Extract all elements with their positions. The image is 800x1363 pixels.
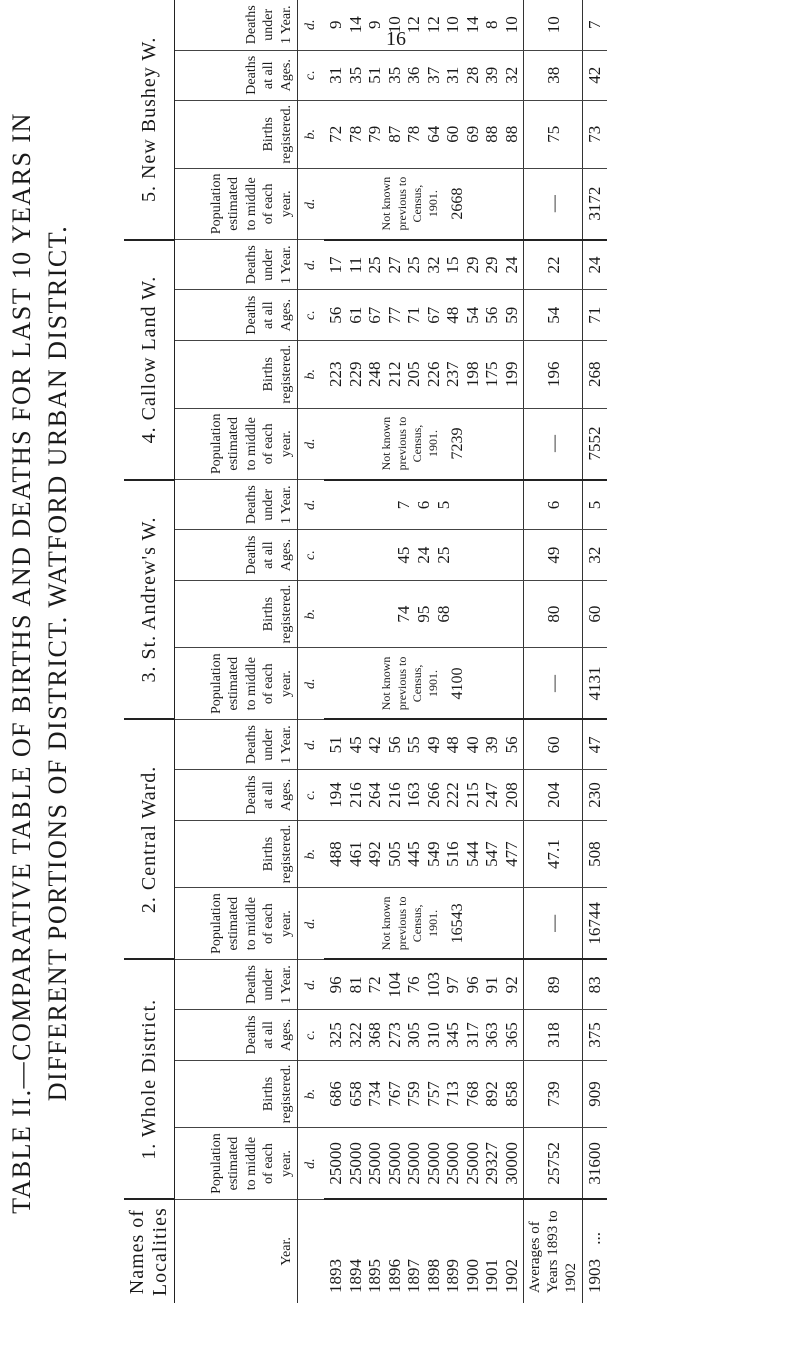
col-births: Births registered. (175, 340, 298, 408)
table-cell: 88 (482, 125, 502, 143)
averages-row (524, 0, 583, 1303)
central-births-list (324, 820, 524, 888)
table-cell: 45 (394, 546, 414, 564)
unit: d. (298, 719, 325, 769)
avg-value: 6 (524, 480, 583, 530)
avg-value: 22 (524, 240, 583, 290)
table-cell: 322 (345, 1022, 365, 1048)
table-cell: 215 (462, 782, 482, 808)
unit: c. (298, 50, 325, 100)
table-cell: 273 (384, 1022, 404, 1048)
table-cell: 25000 (404, 1142, 424, 1185)
table-cell: 25000 (365, 1142, 385, 1185)
avg-value: 196 (524, 340, 583, 408)
table-cell: 365 (501, 1022, 521, 1048)
table-cell: 88 (501, 125, 521, 143)
table-cell: 48 (443, 306, 463, 324)
table-cell: 81 (345, 976, 365, 994)
table-cell: 92 (501, 976, 521, 994)
col-population: Population estimated to middle of each year. (175, 168, 298, 239)
table-cell: 1893 (326, 1259, 345, 1293)
value-1903: 73 (583, 100, 607, 168)
page-number: 16 (386, 28, 406, 50)
table-cell: 1897 (404, 1259, 424, 1293)
whole-population-list (324, 1128, 524, 1199)
table-cell: 51 (365, 66, 385, 84)
table-cell: 29 (462, 256, 482, 274)
table-cell: 194 (326, 782, 345, 808)
central-deaths-all-list (324, 770, 524, 820)
table-cell: 17 (326, 256, 345, 274)
col-births: Births registered. (175, 580, 298, 648)
table-cell: 29327 (482, 1142, 502, 1185)
standrews-deaths-all-list (324, 530, 524, 580)
col-deaths-under1: Deaths under 1 Year. (175, 959, 298, 1009)
avg-value: 80 (524, 580, 583, 648)
table-cell: 14 (345, 16, 365, 34)
table-cell: 56 (482, 306, 502, 324)
value-1903: 7 (583, 0, 607, 50)
table-cell: 445 (404, 841, 424, 867)
whole-deaths-under1-list (324, 959, 524, 1009)
avg-value: 60 (524, 719, 583, 769)
table-cell: 768 (462, 1081, 482, 1107)
table-cell: 1902 (501, 1259, 521, 1293)
table-cell: 757 (423, 1081, 443, 1107)
table-cell: 51 (326, 736, 345, 754)
table-cell: 222 (443, 782, 463, 808)
table-cell: 27 (384, 256, 404, 274)
avg-value: 38 (524, 50, 583, 100)
bushey-deaths-all-list (324, 50, 524, 100)
group-whole: 1. Whole District. (124, 959, 175, 1199)
table-cell: 28 (462, 66, 482, 84)
col-deaths-all: Deaths at all Ages. (175, 1010, 298, 1060)
group-central: 2. Central Ward. (124, 719, 175, 959)
table-cell: 56 (326, 306, 345, 324)
group-callow: 4. Callow Land W. (124, 240, 175, 480)
unit: d. (298, 480, 325, 530)
population-value: 2668 (448, 187, 466, 220)
table-cell: 208 (501, 782, 521, 808)
table-cell: 892 (482, 1081, 502, 1107)
population-value: 16543 (448, 903, 466, 944)
year-1903 (583, 1199, 607, 1303)
table-cell: 71 (404, 306, 424, 324)
unit: c. (298, 1010, 325, 1060)
table-cell: 1895 (365, 1259, 385, 1293)
unit: d. (298, 168, 325, 239)
table-cell: 488 (326, 841, 345, 867)
table-cell: 216 (345, 782, 365, 808)
table-cell: 12 (404, 16, 424, 34)
unit: d. (298, 1128, 325, 1199)
col-deaths-under1: Deaths under 1 Year. (175, 0, 298, 50)
avg-value: — (524, 888, 583, 959)
value-1903: 5 (583, 480, 607, 530)
table-cell: 163 (404, 782, 424, 808)
table-cell: 55 (404, 736, 424, 754)
value-1903: 60 (583, 580, 607, 648)
col-population: Population estimated to middle of each year. (175, 648, 298, 719)
standrews-births-list (324, 580, 524, 648)
year-1903-label: 1903 (585, 1259, 605, 1293)
table-cell: 25 (404, 256, 424, 274)
table-cell: 59 (501, 306, 521, 324)
table-cell: 713 (443, 1081, 463, 1107)
table-cell: 10 (384, 16, 404, 34)
title-line-2: DIFFERENT PORTIONS OF DISTRICT. WATFORD URBAN DISTRICT. (43, 224, 73, 1102)
callow-deaths-all-list (324, 290, 524, 340)
table-cell: 56 (501, 736, 521, 754)
value-1903: 7552 (583, 408, 607, 479)
value-1903: 375 (583, 1010, 607, 1060)
population-not-known-note: Not known previous to Census, 1901. (379, 176, 440, 231)
central-population-note (324, 888, 524, 959)
table-cell: 1896 (384, 1259, 404, 1293)
table-cell: 49 (423, 736, 443, 754)
table-cell: 61 (345, 306, 365, 324)
avg-value: — (524, 648, 583, 719)
callow-population-note (324, 408, 524, 479)
table-cell: 40 (462, 736, 482, 754)
value-1903: 24 (583, 240, 607, 290)
table-cell: 68 (433, 605, 453, 623)
value-1903: 42 (583, 50, 607, 100)
table-cell: 9 (326, 20, 345, 30)
table-cell: 477 (501, 841, 521, 867)
unit: b. (298, 1060, 325, 1128)
bushey-deaths-under1-list (324, 0, 524, 50)
table-cell: 247 (482, 782, 502, 808)
table-cell: 1894 (345, 1259, 365, 1293)
table-cell: 25 (365, 256, 385, 274)
table-cell: 42 (365, 736, 385, 754)
year-list (324, 1199, 524, 1303)
table-cell: 78 (345, 125, 365, 143)
col-births: Births registered. (175, 100, 298, 168)
unit: d. (298, 0, 325, 50)
table-cell: 6 (413, 500, 433, 510)
table-cell: 87 (384, 125, 404, 143)
table-cell: 492 (365, 841, 385, 867)
table-cell: 8 (482, 20, 502, 30)
table-cell: 103 (423, 972, 443, 998)
table-cell: 1898 (423, 1259, 443, 1293)
bushey-population-note (324, 168, 524, 239)
whole-births-list (324, 1060, 524, 1128)
col-deaths-under1: Deaths under 1 Year. (175, 719, 298, 769)
table-cell: 547 (482, 841, 502, 867)
avg-value: 54 (524, 290, 583, 340)
table-cell: 30000 (501, 1142, 521, 1185)
table-cell: 216 (384, 782, 404, 808)
value-1903: 31600 (583, 1128, 607, 1199)
col-deaths-under1: Deaths under 1 Year. (175, 480, 298, 530)
value-1903: 4131 (583, 648, 607, 719)
table-cell: 10 (501, 16, 521, 34)
table-cell: 56 (384, 736, 404, 754)
col-births: Births registered. (175, 1060, 298, 1128)
table-cell: 25 (433, 546, 453, 564)
population-value: 7239 (448, 427, 466, 460)
table-cell: 32 (501, 66, 521, 84)
value-1903: 32 (583, 530, 607, 580)
table-cell: 35 (384, 66, 404, 84)
table-cell: 37 (423, 66, 443, 84)
table-cell: 29 (482, 256, 502, 274)
population-not-known-note: Not known previous to Census, 1901. (379, 896, 440, 951)
table-cell: 5 (433, 500, 453, 510)
avg-value: 739 (524, 1060, 583, 1128)
table-cell: 60 (443, 125, 463, 143)
title-line-1: TABLE II.—COMPARATIVE TABLE OF BIRTHS AND DEATHS FOR LAST 10 YEARS IN (7, 112, 36, 1214)
avg-value: 204 (524, 770, 583, 820)
table-cell: 48 (443, 736, 463, 754)
col-deaths-all: Deaths at all Ages. (175, 50, 298, 100)
table-cell: 25000 (423, 1142, 443, 1185)
table-cell: 79 (365, 125, 385, 143)
names-header: Names of Localities (124, 1199, 175, 1303)
avg-value: 49 (524, 530, 583, 580)
table-cell: 15 (443, 256, 463, 274)
table-cell: 305 (404, 1022, 424, 1048)
table-cell: 67 (423, 306, 443, 324)
table-cell: 325 (326, 1022, 345, 1048)
group-bushey: 5. New Bushey W. (124, 0, 175, 240)
table-cell: 686 (326, 1081, 345, 1107)
table-cell: 31 (326, 66, 345, 84)
table-cell: 226 (423, 361, 443, 387)
table-cell: 45 (345, 736, 365, 754)
table-cell: 95 (413, 605, 433, 623)
value-1903: 3172 (583, 168, 607, 239)
table-cell: 64 (423, 125, 443, 143)
table-cell: 69 (462, 125, 482, 143)
table-cell: 1900 (462, 1259, 482, 1293)
table-cell: 25000 (443, 1142, 463, 1185)
table-cell: 39 (482, 736, 502, 754)
table-cell: 198 (462, 361, 482, 387)
value-1903: 83 (583, 959, 607, 1009)
table-cell: 549 (423, 841, 443, 867)
table-cell: 54 (462, 306, 482, 324)
table-cell: 1899 (443, 1259, 463, 1293)
table-cell: 310 (423, 1022, 443, 1048)
avg-value: — (524, 168, 583, 239)
bushey-births-list (324, 100, 524, 168)
table-cell: 266 (423, 782, 443, 808)
central-deaths-under1-list (324, 719, 524, 769)
avg-value: 318 (524, 1010, 583, 1060)
avg-value: 89 (524, 959, 583, 1009)
unit: d. (298, 648, 325, 719)
table-cell: 14 (462, 16, 482, 34)
unit: c. (298, 530, 325, 580)
table-cell: 544 (462, 841, 482, 867)
table-cell: 24 (413, 546, 433, 564)
table-cell: 368 (365, 1022, 385, 1048)
table-cell: 12 (423, 16, 443, 34)
value-1903: 16744 (583, 888, 607, 959)
table-cell: 345 (443, 1022, 463, 1048)
table-cell: 67 (365, 306, 385, 324)
table-cell: 96 (326, 976, 345, 994)
table-cell: 39 (482, 66, 502, 84)
table-cell: 363 (482, 1022, 502, 1048)
table-cell: 32 (423, 256, 443, 274)
whole-deaths-all-list (324, 1010, 524, 1060)
births-deaths-table (124, 0, 607, 1303)
unit: d. (298, 408, 325, 479)
table-cell: 223 (326, 361, 345, 387)
population-not-known-note: Not known previous to Census, 1901. (379, 416, 440, 471)
avg-value: 25752 (524, 1128, 583, 1199)
table-cell: 237 (443, 361, 463, 387)
col-deaths-all: Deaths at all Ages. (175, 770, 298, 820)
table-cell: 72 (365, 976, 385, 994)
table-cell: 74 (394, 605, 414, 623)
table-title (4, 33, 77, 1293)
unit: d. (298, 959, 325, 1009)
table-cell: 25000 (345, 1142, 365, 1185)
table-cell: 25000 (326, 1142, 345, 1185)
table-cell: 264 (365, 782, 385, 808)
value-1903: 71 (583, 290, 607, 340)
value-1903: 47 (583, 719, 607, 769)
avg-value: 75 (524, 100, 583, 168)
table-cell: 10 (443, 16, 463, 34)
table-cell: 24 (501, 256, 521, 274)
col-deaths-all: Deaths at all Ages. (175, 290, 298, 340)
callow-deaths-under1-list (324, 240, 524, 290)
year-header: Year. (175, 1199, 298, 1303)
table-cell: 734 (365, 1081, 385, 1107)
table-cell: 229 (345, 361, 365, 387)
unit: b. (298, 100, 325, 168)
population-not-known-note: Not known previous to Census, 1901. (379, 656, 440, 711)
avg-value: 47.1 (524, 820, 583, 888)
table-cell: 1901 (482, 1259, 502, 1293)
table-cell: 759 (404, 1081, 424, 1107)
table-cell: 658 (345, 1081, 365, 1107)
unit: c. (298, 290, 325, 340)
table-cell: 9 (365, 20, 385, 30)
callow-births-list (324, 340, 524, 408)
table-cell: 505 (384, 841, 404, 867)
col-births: Births registered. (175, 820, 298, 888)
table-cell: 767 (384, 1081, 404, 1107)
unit: b. (298, 820, 325, 888)
years-block (324, 0, 524, 1303)
group-standrews: 3. St. Andrew's W. (124, 480, 175, 720)
table-cell: 205 (404, 361, 424, 387)
col-population: Population estimated to middle of each year. (175, 888, 298, 959)
averages-label: Averages of Years 1893 to 1902 (524, 1199, 583, 1303)
value-1903: 230 (583, 770, 607, 820)
table-cell: 77 (384, 306, 404, 324)
table-cell: 858 (501, 1081, 521, 1107)
table-cell: 104 (384, 972, 404, 998)
table-cell: 461 (345, 841, 365, 867)
population-value: 4100 (448, 667, 466, 700)
table-cell: 7 (394, 500, 414, 510)
table-cell: 212 (384, 361, 404, 387)
table-cell: 76 (404, 976, 424, 994)
table-cell: 248 (365, 361, 385, 387)
col-deaths-under1: Deaths under 1 Year. (175, 240, 298, 290)
col-population: Population estimated to middle of each year. (175, 1128, 298, 1199)
row-1903 (583, 0, 607, 1303)
table-cell: 175 (482, 361, 502, 387)
table-cell: 199 (501, 361, 521, 387)
standrews-population-note (324, 648, 524, 719)
col-deaths-all: Deaths at all Ages. (175, 530, 298, 580)
table-cell: 97 (443, 976, 463, 994)
table-cell: 78 (404, 125, 424, 143)
unit: b. (298, 340, 325, 408)
unit: d. (298, 888, 325, 959)
table-cell: 25000 (384, 1142, 404, 1185)
table-cell: 516 (443, 841, 463, 867)
unit: c. (298, 770, 325, 820)
avg-value: — (524, 408, 583, 479)
value-1903: 508 (583, 820, 607, 888)
avg-value: 10 (524, 0, 583, 50)
table-cell: 317 (462, 1022, 482, 1048)
table-cell: 25000 (462, 1142, 482, 1185)
value-1903: 909 (583, 1060, 607, 1128)
table-cell: 72 (326, 125, 345, 143)
table-cell: 11 (345, 256, 365, 274)
table-cell: 35 (345, 66, 365, 84)
leader-dots: ... (585, 1232, 605, 1245)
col-population: Population estimated to middle of each year. (175, 408, 298, 479)
standrews-deaths-under1-list (324, 480, 524, 530)
unit: d. (298, 240, 325, 290)
table-cell: 31 (443, 66, 463, 84)
table-cell: 91 (482, 976, 502, 994)
table-cell: 36 (404, 66, 424, 84)
value-1903: 268 (583, 340, 607, 408)
unit: b. (298, 580, 325, 648)
table-cell: 96 (462, 976, 482, 994)
